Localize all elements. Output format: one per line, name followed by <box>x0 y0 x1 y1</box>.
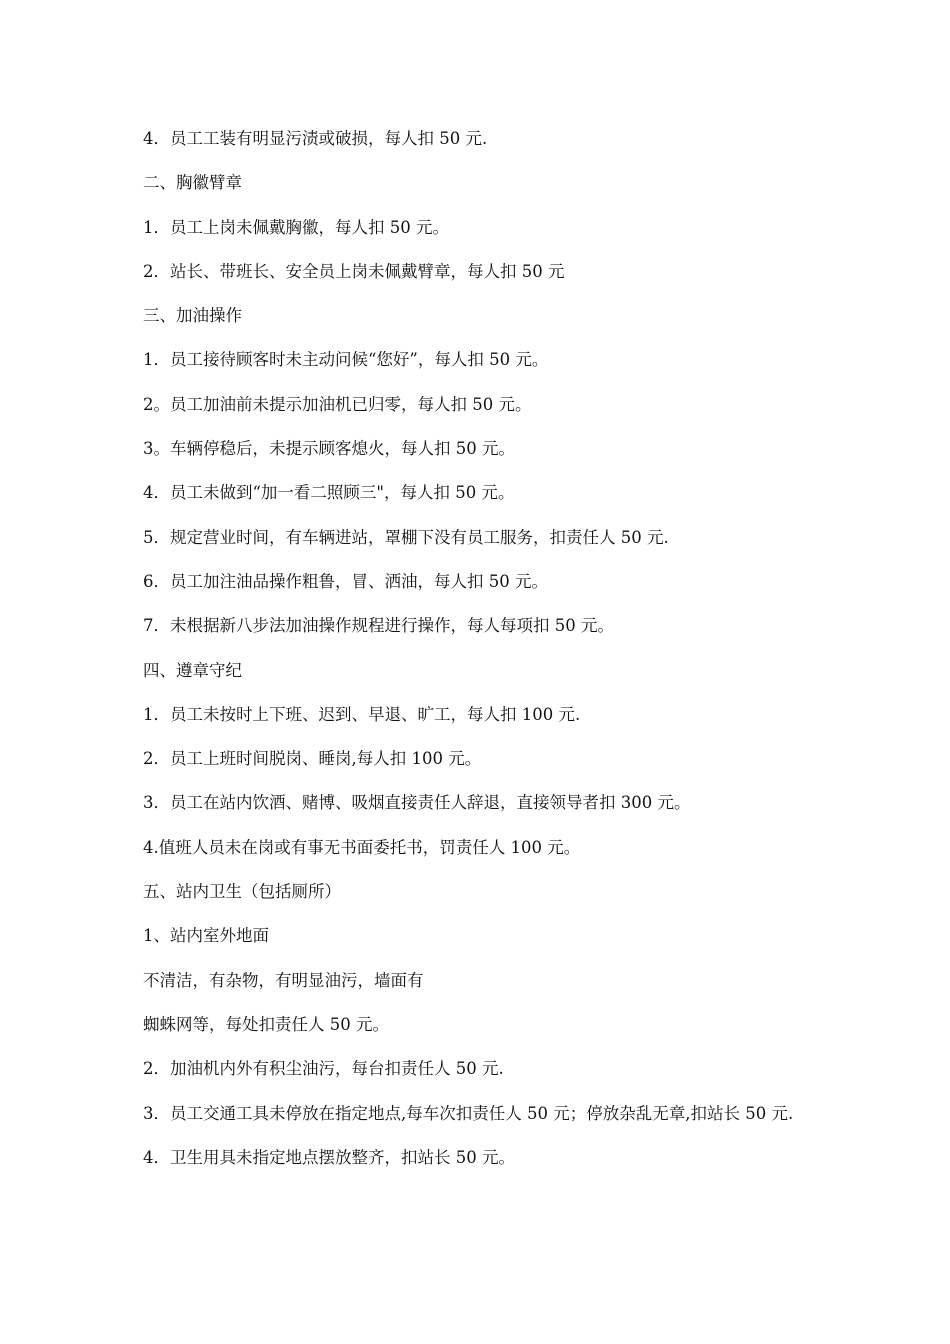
list-item: 1．员工接待顾客时未主动问候“您好”，每人扣 50 元。 <box>143 350 549 370</box>
paragraph-line: 蜘蛛网等，每处扣责任人 50 元。 <box>143 1014 389 1034</box>
section-heading: 五、站内卫生（包括厕所） <box>143 882 341 902</box>
list-item: 4．卫生用具未指定地点摆放整齐，扣站长 50 元。 <box>143 1147 515 1167</box>
list-item: 4.值班人员未在岗或有事无书面委托书，罚责任人 100 元。 <box>143 837 581 857</box>
list-item: 7．未根据新八步法加油操作规程进行操作，每人每项扣 50 元。 <box>143 616 614 636</box>
paragraph-line: 不清洁，有杂物，有明显油污，墙面有 <box>143 970 424 990</box>
section-heading: 二、胸徽臂章 <box>143 173 242 193</box>
list-item: 2。员工加油前未提示加油机已归零，每人扣 50 元。 <box>143 394 532 414</box>
list-item: 3．员工在站内饮酒、赌博、吸烟直接责任人辞退，直接领导者扣 300 元。 <box>143 793 691 813</box>
list-item: 3．员工交通工具未停放在指定地点,每车次扣责任人 50 元；停放杂乱无章,扣站长 50 元. <box>143 1103 794 1123</box>
list-item: 6．员工加注油品操作粗鲁，冒、洒油，每人扣 50 元。 <box>143 571 548 591</box>
document-body <box>143 124 823 1187</box>
list-item: 3。车辆停稳后，未提示顾客熄火，每人扣 50 元。 <box>143 439 515 459</box>
list-item: 4．员工未做到“加一看二照顾三"，每人扣 50 元。 <box>143 483 515 503</box>
list-item: 2．员工上班时间脱岗、睡岗,每人扣 100 元。 <box>143 749 482 769</box>
section-heading: 三、加油操作 <box>143 306 242 326</box>
list-item: 2．加油机内外有积尘油污，每台扣责任人 50 元. <box>143 1059 504 1079</box>
list-item: 1．员工未按时上下班、迟到、早退、旷工，每人扣 100 元. <box>143 704 581 724</box>
section-heading: 四、遵章守纪 <box>143 660 242 680</box>
list-item: 4．员工工装有明显污渍或破损，每人扣 50 元. <box>143 129 488 148</box>
list-item: 1、站内室外地面 <box>143 926 269 946</box>
list-item: 5．规定营业时间，有车辆进站，罩棚下没有员工服务，扣责任人 50 元. <box>143 527 669 547</box>
list-item: 2．站长、带班长、安全员上岗未佩戴臂章，每人扣 50 元 <box>143 261 565 281</box>
list-item: 1．员工上岗未佩戴胸徽，每人扣 50 元。 <box>143 217 449 237</box>
